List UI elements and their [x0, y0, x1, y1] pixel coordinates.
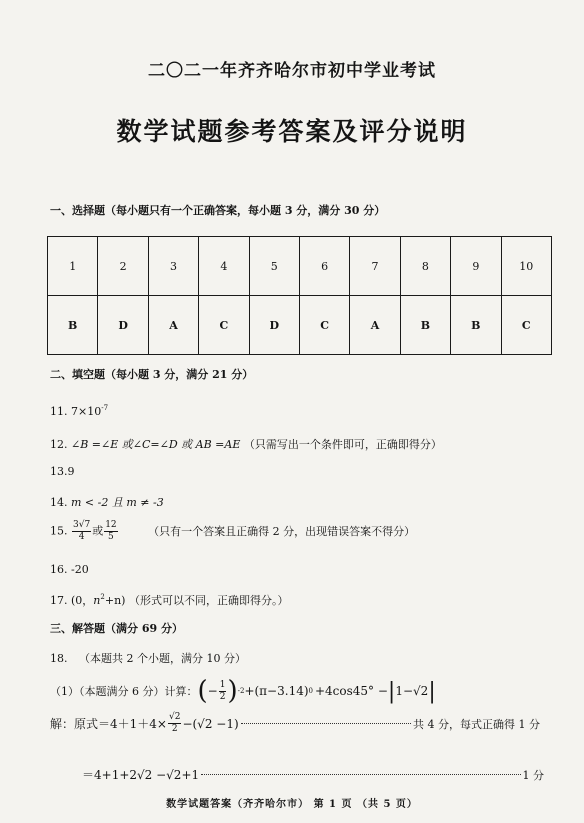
question-number: 14.: [50, 496, 68, 509]
fraction: [72, 520, 91, 543]
score-note: 共 4 分，每式正确得 1 分: [413, 717, 540, 731]
fraction-numerator: 1: [219, 679, 226, 690]
section-3-heading: 三、解答题（满分 69 分）: [50, 622, 183, 635]
question-number-cell: 4: [199, 237, 249, 296]
question-number: 11.: [50, 405, 68, 418]
answer-cell: D: [98, 296, 148, 355]
math-expression: [198, 676, 436, 706]
question-number-cell: 5: [249, 237, 299, 296]
fraction-numerator: 12: [105, 520, 117, 530]
solution-tail: −(√2 −1): [182, 716, 239, 731]
fraction: [104, 520, 117, 543]
answer-14: [50, 494, 164, 510]
question-description: （本题共 2 个小题，满分 10 分）: [79, 652, 246, 665]
answer-expression: ∠B =∠E 或∠C=∠D 或 AB =AE: [71, 438, 241, 451]
question-18-1: [50, 674, 436, 708]
minus-sign: −: [207, 684, 218, 698]
scoring-note: （形式可以不同，正确即得分。）: [128, 594, 289, 607]
question-number-cell: 6: [299, 237, 349, 296]
section-1-heading: 一、选择题（每小题只有一个正确答案，每小题 3 分，满分 30 分）: [50, 204, 386, 217]
answer-cell: B: [400, 296, 450, 355]
answer-cell: A: [350, 296, 400, 355]
question-number-cell: 10: [501, 237, 551, 296]
answer-value: m < -2 且 m ≠ -3: [71, 496, 164, 509]
exponent: -7: [101, 404, 109, 412]
answer-12: [50, 436, 442, 452]
scoring-note: （只有一个答案且正确得 2 分，出现错误答案不得分）: [148, 524, 416, 538]
question-number-cell: 3: [148, 237, 198, 296]
question-number: 18.: [50, 652, 68, 665]
answer-table: [47, 236, 552, 355]
answer-cell: C: [199, 296, 249, 355]
section-2-heading: 二、填空题（每小题 3 分，满分 21 分）: [50, 368, 254, 381]
solution-start: 解：原式＝4＋1＋4×: [50, 717, 167, 731]
fraction-numerator: √2: [168, 712, 181, 722]
fraction-denominator: 2: [171, 724, 178, 734]
exam-title: 二〇二一年齐齐哈尔市初中学业考试: [148, 61, 436, 81]
question-18-header: [50, 650, 246, 666]
answer-cell: B: [451, 296, 501, 355]
question-number-cell: 9: [451, 237, 501, 296]
answer-cell: A: [148, 296, 198, 355]
answer-cell: C: [501, 296, 551, 355]
solution-line-1: [50, 712, 540, 735]
dotted-leader: [201, 774, 520, 775]
answer-17: [50, 592, 288, 608]
solution-line-2: [82, 766, 544, 783]
fraction-denominator: 2: [219, 691, 226, 702]
page-footer: 数学试题答案（齐齐哈尔市） 第 1 页 （共 5 页）: [166, 799, 418, 810]
answer-row: [48, 296, 552, 355]
score-note: 1 分: [522, 768, 544, 782]
scoring-note: （只需写出一个条件即可，正确即得分）: [243, 438, 442, 451]
question-number: 17.: [50, 594, 68, 607]
fraction-denominator: 5: [108, 532, 114, 542]
exponent: -2: [237, 687, 245, 695]
answer-13: [50, 465, 75, 478]
answer-value: 9: [67, 465, 75, 478]
answer-cell: D: [249, 296, 299, 355]
answer-suffix: +n): [104, 594, 126, 607]
abs-bar-icon: |: [428, 678, 436, 704]
right-paren-icon: ): [227, 676, 238, 706]
subquestion-label: （1）（本题满分 6 分）计算：: [50, 685, 198, 698]
exponent: 0: [308, 687, 313, 695]
question-number-cell: 2: [98, 237, 148, 296]
answer-15: [50, 520, 415, 543]
answer-value: 7×10: [71, 405, 102, 418]
document-title: 数学试题参考答案及评分说明: [116, 117, 468, 146]
question-number: 12.: [50, 438, 68, 451]
answer-cell: C: [299, 296, 349, 355]
abs-content: 1−√2: [395, 684, 429, 698]
fraction-denominator: 4: [78, 532, 85, 542]
abs-bar-icon: |: [387, 678, 396, 704]
or-word: 或: [92, 524, 104, 538]
fraction: [168, 712, 181, 735]
dotted-leader: [241, 723, 411, 724]
answer-16: [50, 563, 89, 576]
exponent: 2: [100, 593, 105, 601]
question-number-cell: 7: [350, 237, 400, 296]
question-number: 15.: [50, 524, 68, 538]
term: +4cos45° −: [314, 684, 388, 698]
solution-expression: ＝4+1+2√2 −√2+1: [82, 768, 200, 782]
answer-prefix: (0，: [71, 594, 94, 607]
question-number-cell: 8: [400, 237, 450, 296]
left-paren-icon: (: [197, 676, 208, 706]
answer-11: [50, 404, 108, 418]
question-number-row: [48, 237, 552, 296]
variable-n: n: [93, 594, 101, 607]
term: +(π−3.14): [244, 684, 309, 698]
question-number: 13.: [50, 465, 68, 478]
answer-value: -20: [71, 563, 89, 576]
fraction: [219, 680, 227, 703]
question-number: 16.: [50, 563, 68, 576]
answer-cell: B: [48, 296, 98, 355]
question-number-cell: 1: [48, 237, 98, 296]
fraction-numerator: 3√7: [73, 520, 91, 530]
